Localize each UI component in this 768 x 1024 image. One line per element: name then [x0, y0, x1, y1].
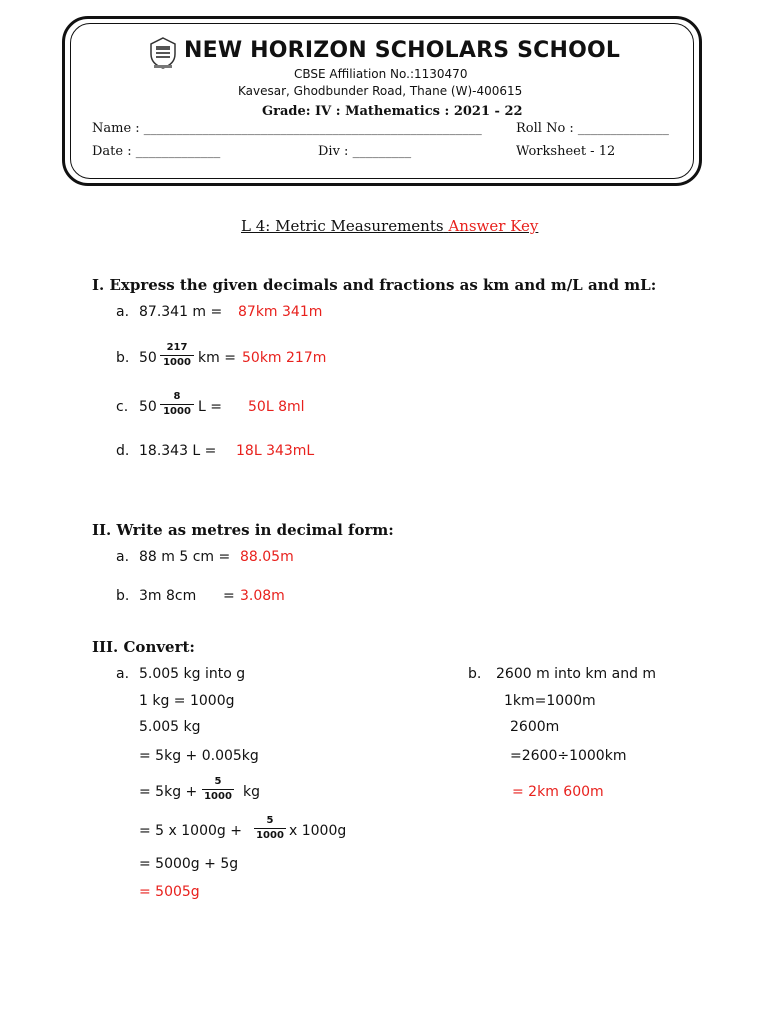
s1-c-unit: L =: [198, 399, 222, 415]
s2-a-label: a.: [116, 549, 130, 565]
s3-a-line4-post: kg: [243, 784, 260, 800]
s3-b-label: b.: [468, 666, 482, 682]
s1-c-fraction: [160, 391, 194, 418]
s3-a-line4-denominator: 1000: [204, 791, 232, 802]
s1-a-question: 87.341 m =: [139, 304, 223, 320]
s3-a-line1: 1 kg = 1000g: [139, 693, 235, 709]
s3-a-line5-pre: = 5 x 1000g +: [139, 823, 242, 839]
grade-line: Grade: IV : Mathematics : 2021 - 22: [262, 104, 523, 119]
s3-a-question: 5.005 kg into g: [139, 666, 246, 682]
s3-a-line5-numerator: 5: [266, 815, 274, 826]
school-crest-icon: [148, 36, 178, 70]
title-answer-key: Answer Key: [448, 217, 539, 235]
s2-b-question: 3m 8cm =: [139, 588, 235, 604]
s1-b-denominator: 1000: [163, 357, 191, 368]
s1-d-question: 18.343 L =: [139, 443, 217, 459]
s3-b-line3: =2600÷1000km: [510, 748, 627, 764]
address-text: Kavesar, Ghodbunder Road, Thane (W)-400615: [238, 84, 523, 98]
s3-a-line5-post: x 1000g: [289, 823, 347, 839]
s2-b-label: b.: [116, 588, 130, 604]
page-title: [241, 217, 538, 235]
s3-a-line4-pre: = 5kg +: [139, 784, 198, 800]
s1-b-unit: km =: [198, 350, 236, 366]
s3-b-line1: 1km=1000m: [504, 693, 596, 709]
s3-b-answer: = 2km 600m: [512, 784, 604, 800]
s3-b-question: 2600 m into km and m: [496, 666, 657, 682]
s1-b-label: b.: [116, 350, 130, 366]
s3-a-line2: 5.005 kg: [139, 719, 201, 735]
s2-a-answer: 88.05m: [240, 549, 294, 565]
s1-c-label: c.: [116, 399, 129, 415]
fraction-bar: [160, 355, 194, 356]
s1-b-fraction: [160, 342, 194, 369]
section1-heading: I. Express the given decimals and fractions as km and m/L and mL:: [92, 276, 657, 294]
roll-no-field: Roll No : ______________: [516, 121, 669, 136]
div-field: Div : _________: [318, 144, 412, 159]
fraction-bar: [254, 828, 286, 829]
s3-a-line4-numerator: 5: [214, 776, 222, 787]
s1-a-answer: 87km 341m: [238, 304, 323, 320]
s3-a-line6: = 5000g + 5g: [139, 856, 239, 872]
title-main: L 4: Metric Measurements: [241, 217, 444, 235]
name-field: Name : ____________________________________________________: [92, 121, 482, 136]
s3-b-line2: 2600m: [510, 719, 560, 735]
fraction-bar: [202, 789, 234, 790]
s2-b-answer: 3.08m: [240, 588, 285, 604]
affiliation-text: CBSE Affiliation No.:1130470: [294, 67, 468, 81]
date-field: Date : _____________: [92, 144, 221, 159]
s3-a-line3: = 5kg + 0.005kg: [139, 748, 259, 764]
fraction-bar: [160, 404, 194, 405]
s1-d-answer: 18L 343mL: [236, 443, 315, 459]
s1-b-numerator: 217: [166, 342, 188, 353]
s1-a-label: a.: [116, 304, 130, 320]
s1-c-whole: 50: [139, 399, 157, 415]
worksheet-number: Worksheet - 12: [516, 144, 616, 159]
s3-a-line5-denominator: 1000: [256, 830, 284, 841]
section3-heading: III. Convert:: [92, 638, 195, 656]
s2-a-question: 88 m 5 cm =: [139, 549, 231, 565]
section2-heading: II. Write as metres in decimal form:: [92, 521, 394, 539]
s1-d-label: d.: [116, 443, 130, 459]
s1-b-whole: 50: [139, 350, 157, 366]
school-name: NEW HORIZON SCHOLARS SCHOOL: [184, 38, 621, 63]
s1-c-answer: 50L 8ml: [248, 399, 305, 415]
s3-a-answer: = 5005g: [139, 884, 200, 900]
s3-a-line4-fraction: [202, 776, 234, 803]
s1-c-denominator: 1000: [163, 406, 191, 417]
s1-b-answer: 50km 217m: [242, 350, 327, 366]
s3-a-line5-fraction: [254, 815, 286, 842]
s3-a-label: a.: [116, 666, 130, 682]
s1-c-numerator: 8: [173, 391, 181, 402]
